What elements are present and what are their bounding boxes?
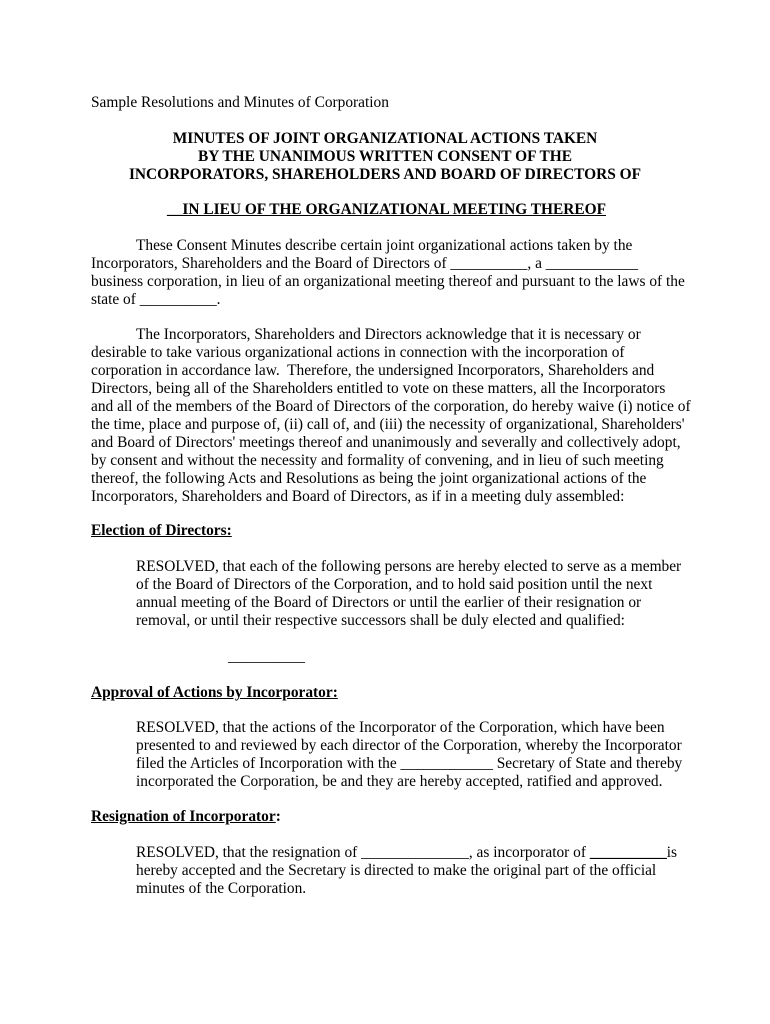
acknowledge-line: by consent and without the necessity and formality of convening, and in lieu of such meeting xyxy=(91,452,664,469)
resignation-line: hereby accepted and the Secretary is directed to make the original part of the official xyxy=(136,862,657,879)
intro-line: Incorporators, Shareholders and the Board of Directors of __________, a ____________ xyxy=(91,255,639,272)
acknowledge-line: Directors, being all of the Shareholders entitled to vote on these matters, all the Incorporators xyxy=(91,380,666,397)
acknowledge-line: and Board of Directors' meetings thereof and unanimously and severally and collectively adopt, xyxy=(91,434,681,451)
acknowledge-line: and all of the members of the Board of Directors of the corporation, do hereby waive (i) notice of xyxy=(91,398,691,415)
election-line: of the Board of Directors of the Corporation, and to hold said position until the next xyxy=(136,576,653,593)
intro-line: business corporation, in lieu of an organizational meeting thereof and pursuant to the laws of the xyxy=(91,273,685,290)
acknowledge-line: The Incorporators, Shareholders and Directors acknowledge that it is necessary or xyxy=(136,326,641,343)
resignation-line xyxy=(136,844,696,862)
election-line: removal, or until their respective successors shall be duly elected and qualified: xyxy=(136,612,625,629)
acknowledge-line: thereof, the following Acts and Resolutions as being the joint organizational actions of the xyxy=(91,470,647,487)
approval-paragraph xyxy=(136,719,696,791)
election-heading: Election of Directors: xyxy=(91,522,232,539)
title-line-3: INCORPORATORS, SHAREHOLDERS AND BOARD OF DIRECTORS OF xyxy=(128,166,642,183)
approval-line: RESOLVED, that the actions of the Incorporator of the Corporation, which have been xyxy=(136,719,665,736)
resignation-line-text: RESOLVED, that the resignation of ______________, as incorporator of xyxy=(136,844,590,861)
resignation-line: minutes of the Corporation. xyxy=(136,880,307,897)
acknowledge-paragraph xyxy=(91,326,691,506)
election-line: annual meeting of the Board of Directors or until the earlier of their resignation or xyxy=(136,594,642,611)
election-paragraph xyxy=(136,558,696,630)
approval-heading: Approval of Actions by Incorporator: xyxy=(91,684,338,701)
title-line-1: MINUTES OF JOINT ORGANIZATIONAL ACTIONS TAKEN xyxy=(172,130,598,147)
resignation-heading-wrap xyxy=(91,808,281,826)
approval-line: presented to and reviewed by each director of the Corporation, whereby the Incorporator xyxy=(136,737,682,754)
intro-paragraph xyxy=(91,237,691,309)
approval-line: filed the Articles of Incorporation with the ____________ Secretary of State and thereby xyxy=(136,755,683,772)
acknowledge-line: corporation in accordance law. Therefore, the undersigned Incorporators, Shareholders and xyxy=(91,362,655,379)
acknowledge-line: desirable to take various organizational actions in connection with the incorporation of xyxy=(91,344,625,361)
incorporator-of-blank: __________ xyxy=(589,844,667,861)
resignation-paragraph xyxy=(136,844,696,898)
title-line-4: __IN LIEU OF THE ORGANIZATIONAL MEETING THEREOF xyxy=(167,201,606,218)
resignation-heading-colon: : xyxy=(275,808,281,825)
election-line: RESOLVED, that each of the following persons are hereby elected to serve as a member xyxy=(136,558,682,575)
intro-line: These Consent Minutes describe certain joint organizational actions taken by the xyxy=(136,237,633,254)
document-header: Sample Resolutions and Minutes of Corporation xyxy=(91,94,389,111)
resignation-heading: Resignation of Incorporator xyxy=(91,808,276,825)
acknowledge-line: Incorporators, Shareholders and Board of Directors, as if in a meeting duly assembled: xyxy=(91,488,625,505)
director-name-blank: __________ xyxy=(228,648,305,665)
approval-line: incorporated the Corporation, be and they are hereby accepted, ratified and approved. xyxy=(136,773,663,790)
acknowledge-line: the time, place and purpose of, (ii) call of, and (iii) the necessity of organizational, Shareholders' xyxy=(91,416,685,433)
intro-line: state of __________. xyxy=(91,291,221,308)
resignation-line-end: is xyxy=(666,844,678,861)
title-line-2: BY THE UNANIMOUS WRITTEN CONSENT OF THE xyxy=(197,148,573,165)
